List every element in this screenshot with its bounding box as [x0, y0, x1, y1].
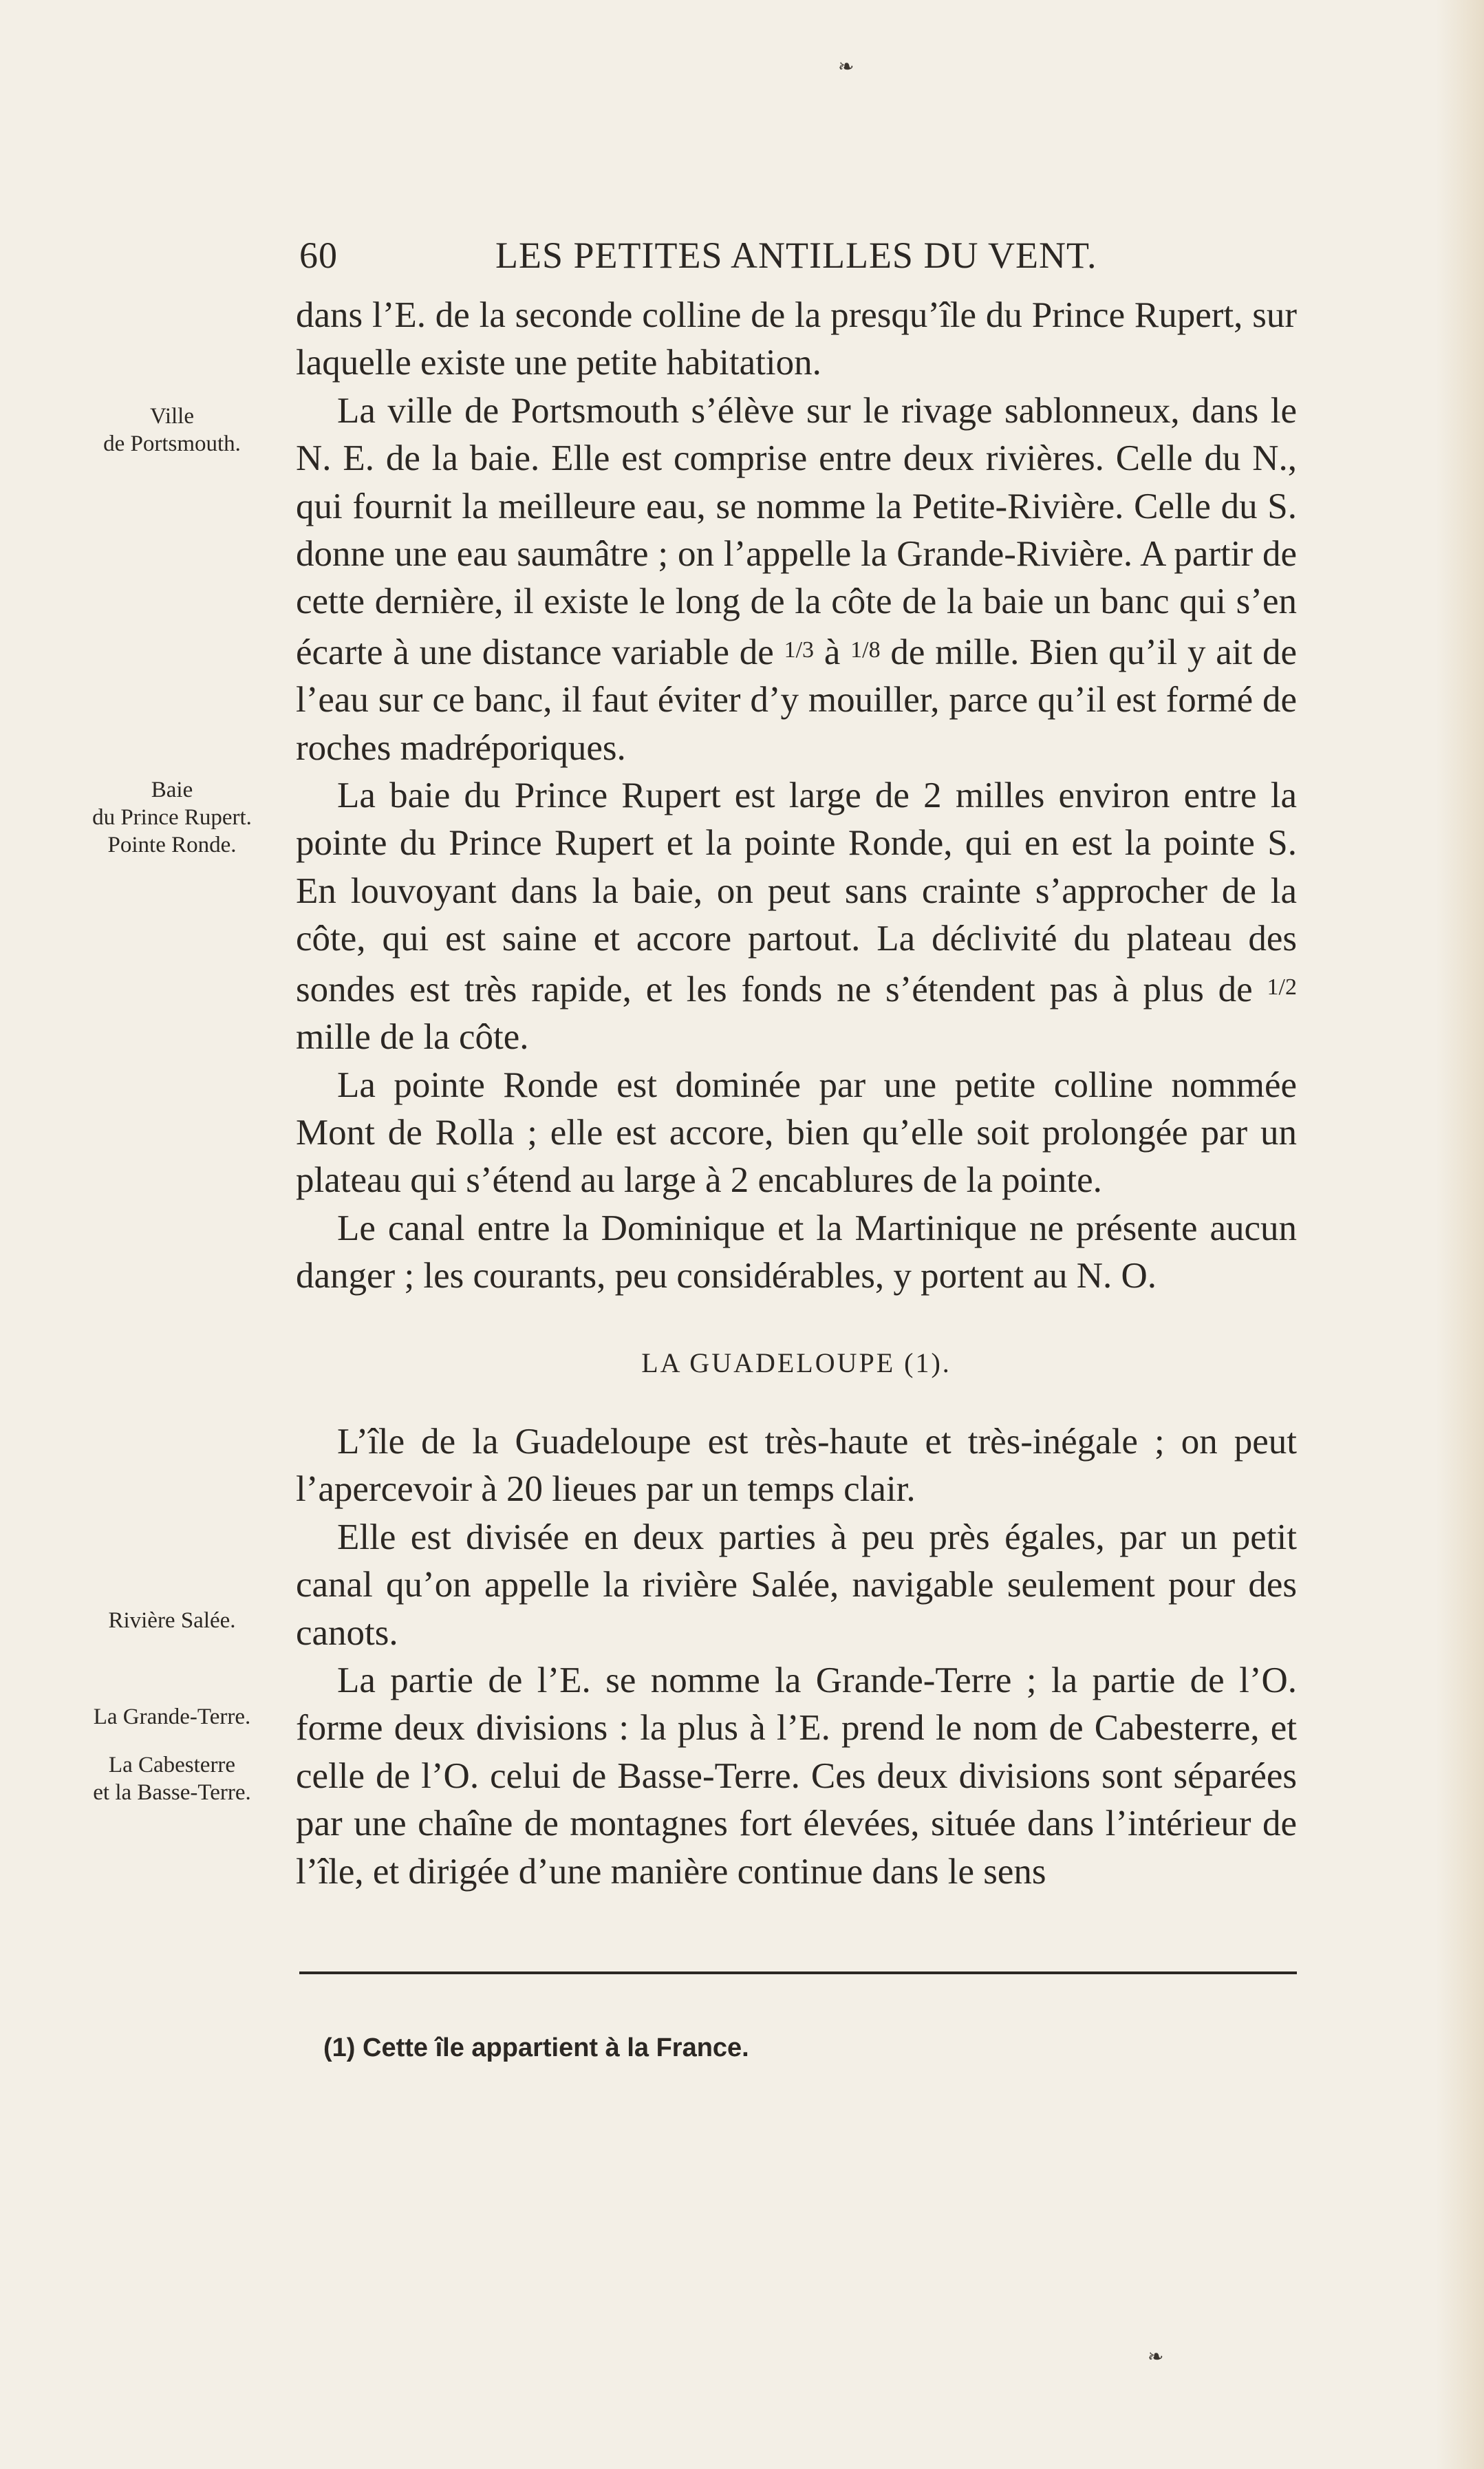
fraction: 1/3	[784, 637, 815, 663]
printer-mark-bottom: ❧	[1148, 2347, 1164, 2368]
paragraph: La pointe Ronde est dominée par une petite colline nommée Mont de Rolla ; elle est accore, bien qu’elle soit prolongée par un plateau qui s’étend au large à 2 encablures de la pointe.	[296, 1065, 1297, 1201]
paragraph-text: La ville de Portsmouth s’élève sur le rivage sablonneux, dans le N. E. de la baie. Elle est comprise entre deux rivières. Celle du N., qui fournit la meilleure eau, se nomme la Petite-Rivière. Celle du S. donne une eau saumâtre ; on l’appelle la Grande-Rivière. A partir de cette dernière, il existe le long de la côte de la baie un banc qui s’en écarte à une distance variable de	[296, 390, 1297, 672]
footnote-divider	[299, 1971, 1297, 1974]
paragraph: Le canal entre la Dominique et la Martinique ne présente aucun danger ; les courants, peu considérables, y portent au N. O.	[296, 1208, 1297, 1296]
sidenote-line: de Portsmouth.	[103, 431, 241, 456]
paragraph-text: La baie du Prince Rupert est large de 2 milles environ entre la pointe du Prince Rupert et la pointe Ronde, qui en est la pointe S. En louvoyant dans la baie, on peut sans crainte s’approcher de la côte, qui est saine et accore partout. La déclivité du plateau des sondes est très rapide, et les fonds ne s’étendent pas à plus de	[296, 776, 1297, 1009]
sidenote-line: du Prince Rupert.	[92, 805, 252, 830]
main-text	[296, 292, 1297, 1896]
fraction: 1/2	[1267, 974, 1297, 1000]
page-edge-shadow	[1436, 0, 1484, 2469]
sidenote-line: Baie	[151, 778, 193, 802]
sidenote-portsmouth	[55, 403, 289, 458]
paragraph-text: de mille. Bien qu’il y ait de l’eau sur ce banc, il faut éviter d’y mouiller, parce qu’il est formé de roches madréporiques.	[296, 632, 1298, 768]
sidenote-line: La Cabesterre	[108, 1753, 236, 1777]
running-title: LES PETITES ANTILLES DU VENT.	[495, 235, 1097, 276]
sidenote-line: et la Basse-Terre.	[93, 1780, 251, 1805]
sidenote-riviere-salee	[55, 1607, 289, 1634]
paragraph-text: à	[824, 632, 841, 672]
printer-mark-top: ❧	[838, 56, 854, 78]
page-header	[299, 227, 1297, 289]
paragraph	[296, 772, 1297, 1061]
paragraph: Elle est divisée en deux parties à peu près égales, par un petit canal qu’on appelle la rivière Salée, navigable seulement pour des canots.	[296, 1517, 1297, 1653]
sidenote-cabesterre	[55, 1751, 289, 1806]
footnote: (1) Cette île appartient à la France.	[323, 2033, 749, 2062]
paragraph: L’île de la Guadeloupe est très-haute et très-inégale ; on peut l’apercevoir à 20 lieues par un temps clair.	[296, 1421, 1297, 1510]
sidenote-prince-rupert	[55, 776, 289, 859]
sidenote-grande-terre	[55, 1703, 289, 1731]
sidenote-line: La Grande-Terre.	[93, 1704, 251, 1729]
fraction: 1/8	[850, 637, 881, 663]
paragraph: La partie de l’E. se nomme la Grande-Terre ; la partie de l’O. forme deux divisions : la plus à l’E. prend le nom de Cabesterre, et celle de l’O. celui de Basse-Terre. Ces deux divisions sont séparées par une chaîne de montagnes fort élevées, située dans l’intérieur de l’île, et dirigée d’une manière continue dans le sens	[296, 1660, 1297, 1892]
section-heading: LA GUADELOUPE (1).	[641, 1347, 951, 1378]
paragraph	[296, 387, 1297, 772]
sidenote-line: Pointe Ronde.	[107, 833, 237, 857]
sidenote-line: Rivière Salée.	[108, 1608, 236, 1633]
paragraph-text: mille de la côte.	[296, 1017, 529, 1058]
paragraph: dans l’E. de la seconde colline de la presqu’île du Prince Rupert, sur laquelle existe une petite habitation.	[296, 295, 1297, 383]
page-number: 60	[299, 235, 338, 276]
sidenote-line: Ville	[149, 404, 194, 429]
